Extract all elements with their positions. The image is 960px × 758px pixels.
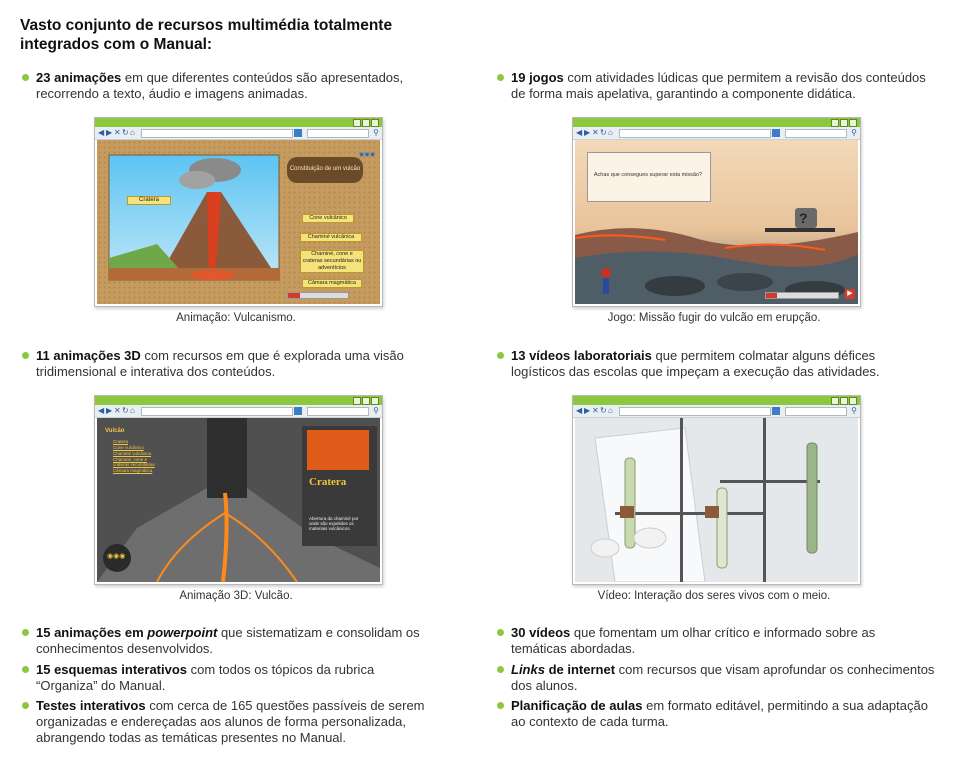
minimize-icon[interactable] [353, 397, 361, 405]
item-text: que fomentam um olhar crítico e informado sobre as temáticas abordadas. [511, 625, 876, 656]
title-line-2: integrados com o Manual: [20, 36, 213, 53]
refresh-icon[interactable]: ↻ [122, 128, 129, 137]
tag-secondary[interactable]: Chaminé, cone e crateras secundárias ou adventícios [300, 250, 364, 273]
search-icon[interactable]: ⚲ [851, 128, 857, 137]
stop-icon[interactable]: ✕ [114, 128, 121, 137]
item-text: com cerca de 165 questões passíveis de serem organizadas e endereçadas aos alunos de forma personalizada, abrangendo todas as temáticas presentes no Manual. [36, 698, 425, 745]
item-bold-italic: Links [511, 662, 545, 677]
title-bar [573, 118, 860, 127]
item-bold: 19 jogos [511, 70, 564, 85]
search-input[interactable] [307, 129, 369, 138]
item-bold: 23 animações [36, 70, 122, 85]
lab-video-frame [575, 418, 858, 582]
nav-bar [95, 405, 382, 418]
bullet-icon [22, 666, 29, 673]
item-animacoes [36, 70, 441, 102]
menu-item-secondary[interactable]: Chaminé, cone e crateras secundárias [113, 457, 155, 467]
rss-icon[interactable] [772, 407, 780, 415]
crater-label: Cratera [127, 196, 171, 205]
minimize-icon[interactable] [353, 119, 361, 127]
address-bar[interactable] [619, 129, 771, 138]
caption-jogo: Jogo: Missão fugir do vulcão em erupção. [607, 312, 821, 324]
menu-item-chamber[interactable]: Câmara magmática [113, 468, 153, 473]
navigation-pad-icon[interactable]: ◉◉◉ [107, 553, 126, 560]
item-text: em que diferentes conteúdos são apresentados, recorrendo a texto, áudio e imagens animadas. [36, 70, 404, 101]
minimize-icon[interactable] [831, 119, 839, 127]
item-powerpoint [36, 625, 441, 657]
maximize-icon[interactable] [362, 119, 370, 127]
item-bold: 15 animações em [36, 625, 148, 640]
maximize-icon[interactable] [840, 119, 848, 127]
caption-video: Vídeo: Interação dos seres vivos com o meio. [597, 590, 831, 602]
bullet-icon [22, 629, 29, 636]
stop-icon[interactable]: ✕ [592, 128, 599, 137]
item-text: que permitem colmatar alguns défices logísticos das escolas que impeçam a execução das atividades. [511, 348, 880, 379]
bullet-icon [22, 702, 29, 709]
stop-icon[interactable]: ✕ [114, 406, 121, 415]
address-bar[interactable] [141, 129, 293, 138]
rss-icon[interactable] [294, 407, 302, 415]
back-icon[interactable]: ◀ [576, 128, 583, 137]
window-buttons [831, 119, 857, 127]
bullet-icon [22, 74, 29, 81]
search-icon[interactable]: ⚲ [373, 406, 379, 415]
forward-icon[interactable]: ▶ [584, 128, 591, 137]
question-text: Achas que consegues superar esta missão? [593, 172, 703, 178]
item-bold: Testes interativos [36, 698, 146, 713]
item-text: com recursos em que é explorada uma visão tridimensional e interativa dos conteúdos. [36, 348, 404, 379]
forward-icon[interactable]: ▶ [106, 406, 113, 415]
item-text: com todos os tópicos da rubrica “Organiza” do Manual. [36, 662, 375, 693]
maximize-icon[interactable] [362, 397, 370, 405]
item-bold: 15 esquemas interativos [36, 662, 188, 677]
window-buttons [353, 119, 379, 127]
minimize-icon[interactable] [831, 397, 839, 405]
browser-window-video [572, 395, 861, 585]
volcano-animation[interactable] [97, 140, 380, 304]
item-esquemas [36, 662, 416, 694]
title-line-1: Vasto conjunto de recursos multimédia totalmente [20, 17, 393, 34]
home-icon[interactable]: ⌂ [608, 128, 613, 137]
bullet-icon [22, 352, 29, 359]
title-bar [95, 396, 382, 405]
menu-item-cratera[interactable]: Cratera [113, 439, 129, 444]
browser-window-vulcao3d [94, 395, 383, 585]
nav-bar [95, 127, 382, 140]
nav-bar [573, 405, 860, 418]
progress-bar[interactable] [287, 292, 349, 299]
panel-title: Cratera [309, 476, 347, 488]
close-icon[interactable] [371, 397, 379, 405]
close-icon[interactable] [849, 397, 857, 405]
mystery-icon[interactable]: ? [799, 210, 808, 226]
home-icon[interactable]: ⌂ [130, 406, 135, 415]
forward-icon[interactable]: ▶ [106, 128, 113, 137]
search-input[interactable] [307, 407, 369, 416]
address-bar[interactable] [619, 407, 771, 416]
search-input[interactable] [785, 407, 847, 416]
page-title [20, 16, 392, 54]
caption-vulcao3d: Animação 3D: Vulcão. [179, 590, 293, 602]
refresh-icon[interactable]: ↻ [122, 406, 129, 415]
item-testes [36, 698, 456, 746]
home-icon[interactable]: ⌂ [608, 406, 613, 415]
menu-item-cone[interactable]: Cone vulcânico [113, 445, 144, 450]
tag-chamber[interactable]: Câmara magmática [302, 279, 362, 288]
search-icon[interactable]: ⚲ [373, 128, 379, 137]
home-icon[interactable]: ⌂ [130, 128, 135, 137]
progress-bar[interactable] [765, 292, 839, 299]
menu-item-chimney[interactable]: Chaminé vulcânica [113, 451, 152, 456]
nav-bar [573, 127, 860, 140]
search-icon[interactable]: ⚲ [851, 406, 857, 415]
item-bold: 11 animações 3D [36, 348, 141, 363]
stop-icon[interactable]: ✕ [592, 406, 599, 415]
forward-icon[interactable]: ▶ [584, 406, 591, 415]
browser-window-jogo [572, 117, 861, 307]
close-icon[interactable] [849, 119, 857, 127]
title-bar [573, 396, 860, 405]
maximize-icon[interactable] [840, 397, 848, 405]
back-icon[interactable]: ◀ [98, 406, 105, 415]
item-jogos [511, 70, 941, 102]
tag-chimney[interactable]: Chaminé vulcânica [300, 233, 362, 242]
bullet-icon [497, 74, 504, 81]
rss-icon[interactable] [772, 129, 780, 137]
item-bold-italic: powerpoint [147, 625, 218, 640]
screen-heading: Constituição de um vulcão [289, 166, 361, 172]
item-links [511, 662, 941, 694]
window-buttons [353, 397, 379, 405]
item-bold: 30 vídeos [511, 625, 571, 640]
close-icon[interactable] [371, 119, 379, 127]
refresh-icon[interactable]: ↻ [600, 128, 607, 137]
nav-dots-icon[interactable]: ●●● [359, 149, 376, 159]
back-icon[interactable]: ◀ [576, 406, 583, 415]
window-buttons [831, 397, 857, 405]
volcano-3d-animation[interactable] [97, 418, 380, 582]
item-text: com atividades lúdicas que permitem a revisão dos conteúdos de forma mais apelativa, garantindo a componente didática. [511, 70, 926, 101]
address-bar[interactable] [141, 407, 293, 416]
panel-text: Abertura da chaminé por onde são expelidos os materiais vulcânicos. [309, 516, 359, 531]
item-bold: Planificação de aulas [511, 698, 643, 713]
item-planificacao [511, 698, 941, 730]
back-icon[interactable]: ◀ [98, 128, 105, 137]
item-videos-lab [511, 348, 921, 380]
item-text: em formato editável, permitindo a sua adaptação ao contexto de cada turma. [511, 698, 928, 729]
title-bar [95, 118, 382, 127]
lab-video[interactable] [575, 418, 858, 582]
item-bold: 13 vídeos laboratoriais [511, 348, 652, 363]
volcano-3d-illustration [97, 418, 380, 582]
search-input[interactable] [785, 129, 847, 138]
item-text: que sistematizam e consolidam os conhecimentos desenvolvidos. [36, 625, 420, 656]
item-bold: de internet [544, 662, 616, 677]
bullet-icon [497, 352, 504, 359]
game-scene[interactable] [575, 140, 858, 304]
menu-title: Vulcão [105, 428, 125, 434]
bullet-icon [497, 702, 504, 709]
caption-vulcanismo: Animação: Vulcanismo. [176, 312, 296, 324]
item-videos [511, 625, 901, 657]
play-icon[interactable]: ▶ [845, 289, 855, 299]
bullet-icon [497, 629, 504, 636]
bullet-icon [497, 666, 504, 673]
tag-cone[interactable]: Cone vulcânico [302, 214, 354, 223]
rss-icon[interactable] [294, 129, 302, 137]
item-text: com recursos que visam aprofundar os conhecimentos dos alunos. [511, 662, 935, 693]
item-animacoes3d [36, 348, 441, 380]
browser-window-vulcanismo [94, 117, 383, 307]
refresh-icon[interactable]: ↻ [600, 406, 607, 415]
